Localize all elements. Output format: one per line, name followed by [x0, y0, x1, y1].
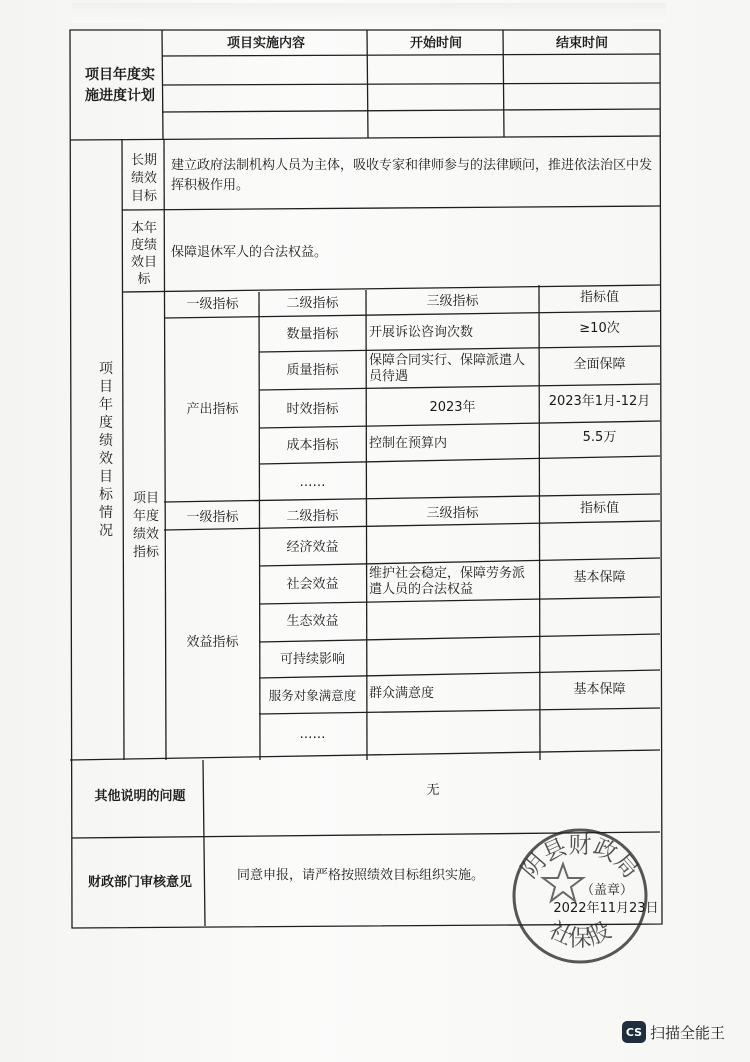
svg-text:阴县财政局 — [517, 832, 644, 883]
review-text: 同意申报，请严格按照绩效目标组织实施。 — [237, 868, 485, 883]
scanner-watermark — [622, 1021, 725, 1043]
review-label: 财政部门审核意见 — [87, 875, 192, 890]
header-content: 项目实施内容 — [226, 36, 305, 51]
annual-text: 保障退休军人的合法权益。 — [171, 245, 328, 260]
header-end: 结束时间 — [555, 36, 608, 51]
benefit-level2: 经济效益 — [286, 540, 339, 555]
benefit-level2: 社会效益 — [286, 577, 339, 592]
svg-text:社保股 — [545, 917, 616, 951]
output-value: ≥10次 — [579, 321, 620, 336]
schedule-label: 项目年度实施进度计划 — [85, 67, 155, 104]
col-header-level1: 一级指标 — [186, 510, 239, 525]
benefit-level3: 维护社会稳定，保障劳务派遣人员的合法权益 — [369, 566, 526, 597]
scanner-logo-icon: CS — [622, 1021, 646, 1043]
output-level2: 时效指标 — [286, 402, 339, 417]
seal-text-top: 阴县财政局 — [516, 832, 644, 884]
benefit-level2: 可持续影响 — [279, 652, 345, 667]
long-term-text: 建立政府法制机构人员为主体，吸收专家和律师参与的法律顾问，推进依法治区中发挥积极作用。 — [171, 158, 653, 193]
header-start: 开始时间 — [409, 36, 462, 51]
output-level2: 质量指标 — [286, 363, 339, 378]
col-header-value: 指标值 — [579, 501, 619, 516]
col-header-level1: 一级指标 — [186, 297, 239, 312]
output-level3: 保障合同实行、保障派遣人员待遇 — [369, 353, 526, 384]
output-level2: …… — [299, 475, 326, 490]
output-level2: 成本指标 — [286, 438, 339, 453]
other-label: 其他说明的问题 — [94, 789, 186, 804]
output-level1: 产出指标 — [186, 402, 239, 417]
benefit-value: 基本保障 — [573, 570, 626, 585]
output-level3: 2023年 — [429, 400, 476, 415]
benefit-level2: 生态效益 — [286, 614, 339, 629]
col-header-level3: 三级指标 — [426, 294, 479, 309]
benefit-level2: …… — [299, 727, 326, 742]
performance-section-label: 项目年度绩效目标情况 — [99, 361, 113, 539]
col-header-level3: 三级指标 — [426, 506, 479, 521]
seal-text-bottom: 社保股 — [544, 917, 616, 952]
output-level3: 开展诉讼咨询次数 — [369, 325, 474, 340]
benefit-level2: 服务对象满意度 — [268, 688, 357, 703]
output-value: 2023年1月-12月 — [548, 394, 651, 409]
col-header-level2: 二级指标 — [286, 509, 339, 524]
review-date: 2022年11月23日 — [553, 901, 659, 916]
indicator-label: 项目年度绩效指标 — [132, 491, 159, 560]
col-header-level2: 二级指标 — [286, 296, 339, 311]
benefit-level3: 群众满意度 — [369, 686, 435, 701]
other-text: 无 — [426, 783, 440, 798]
top-shade — [72, 3, 666, 23]
scanner-brand-text: 扫描全能王 — [650, 1023, 726, 1042]
benefit-value: 基本保障 — [573, 682, 626, 697]
output-level3: 控制在预算内 — [369, 436, 448, 451]
col-header-value: 指标值 — [579, 290, 619, 305]
output-value: 全面保障 — [573, 357, 626, 372]
output-value: 5.5万 — [582, 430, 617, 445]
seal-label: （盖章） — [580, 883, 633, 898]
long-term-label: 长期绩效目标 — [130, 153, 157, 204]
benefit-level1: 效益指标 — [186, 635, 239, 650]
annual-label: 本年度绩效目标 — [130, 221, 157, 287]
output-level2: 数量指标 — [286, 327, 339, 342]
